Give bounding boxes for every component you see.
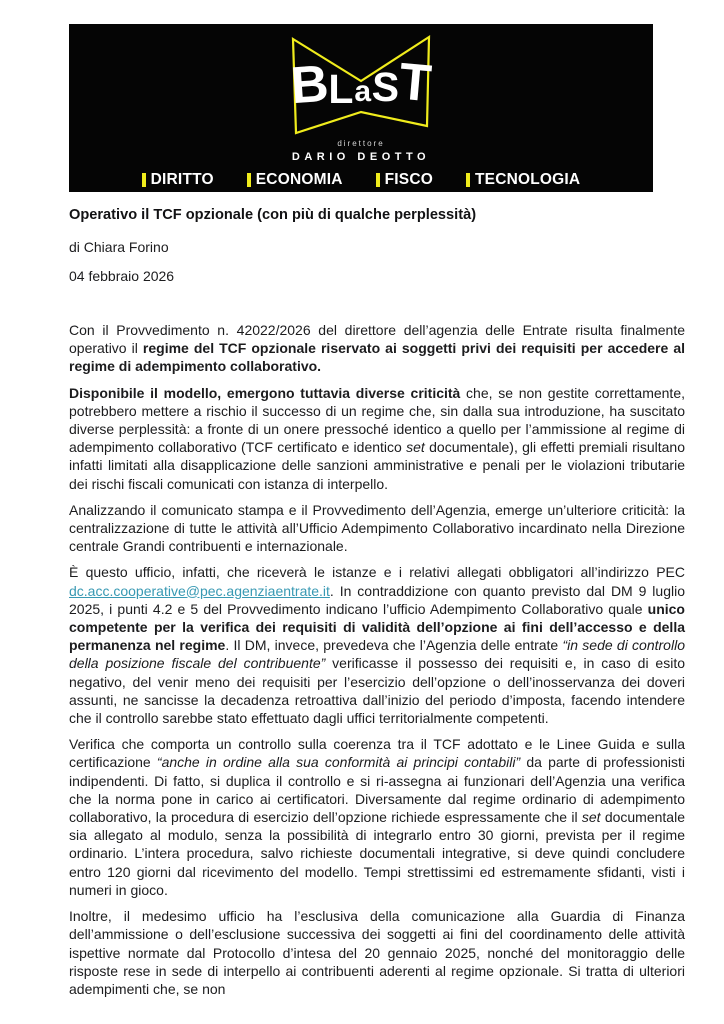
article-date: 04 febbraio 2026 — [69, 268, 175, 284]
text-run: . In contraddizione con quanto previsto dal DM 9 luglio 2025, i punti 4.2 e 5 del Provvedimento indicano l’ufficio Adempimento Collaborativo quale — [69, 582, 689, 617]
logo-letter: S — [370, 62, 401, 111]
director-label: direttore — [337, 139, 385, 148]
yellow-bar-icon — [376, 173, 380, 187]
text-run: Analizzando il comunicato stampa e il Provvedimento dell’Agenzia, emerge un’ulteriore criticità: la centralizzazione di tutte le attività all’Ufficio Adempimento Collaborativo incardinato nella Direzione centrale Grandi contribuenti e internazionale. — [69, 501, 689, 555]
paragraph — [69, 501, 689, 556]
text-run: set — [406, 439, 425, 456]
text-run: set — [581, 809, 601, 826]
nav-item-label: TECNOLOGIA — [475, 171, 581, 188]
paragraph — [69, 321, 689, 376]
logo-letter: T — [397, 52, 434, 114]
nav-item-diritto[interactable] — [142, 171, 214, 189]
yellow-bar-icon — [142, 173, 146, 187]
paragraph — [69, 735, 689, 899]
paragraph — [69, 907, 689, 998]
logo-letter: a — [354, 75, 372, 108]
text-run: “anche in ordine alla sua conformità ai principi contabili” — [156, 754, 521, 771]
text-run: regime del TCF opzionale riservato ai soggetti privi dei requisiti per accedere al regime di adempimento collaborativo. — [69, 340, 689, 375]
text-run: “in sede di controllo della posizione fiscale del contribuente” — [69, 637, 689, 672]
text-run: unico competente per la verifica dei requisiti di validità dell’opzione ai fini dell’accesso e della permanenza nel regime — [69, 600, 689, 654]
paragraph — [69, 563, 689, 727]
nav-item-label: DIRITTO — [150, 171, 214, 188]
logo-letter: L — [328, 65, 354, 112]
text-run: da parte di professionisti indipendenti. Di fatto, si duplica il controllo e si ri-assegna ai funzionari dell’Agenzia una verifica che la norma pone in carico ai certificatori. Diversamente dal regime ordinario di adempimento collaborativo, la procedura di esercizio dell’opzione richiede espressamente che il — [69, 754, 689, 826]
director-name: DARIO DEOTTO — [291, 151, 431, 163]
text-run: È questo ufficio, infatti, che riceverà le istanze e i relativi allegati obbligatori all’indirizzo PEC — [69, 564, 689, 581]
text-run: Disponibile il modello, emergono tuttavia diverse criticità — [69, 384, 461, 401]
text-run: verificasse il possesso dei requisiti e, in caso di esito negativo, del venir meno dei requisiti per l’esercizio dell’opzione o dell’inosservanza dei doveri assunti, ne sancisse la decadenza retroattiva dall’inizio del periodo d’imposta, facendo intendere che il controllo sarebbe stato effettuato dagli uffici territorialmente competenti. — [69, 655, 689, 727]
text-run: che, se non gestite correttamente, potrebbero mettere a rischio il successo di un regime che, sin dalla sua introduzione, ha suscitato diverse perplessità: a fronte di un onere pressoché identico a quello per l’ammissione al regime di adempimento collaborativo (TCF certificato e identico — [69, 384, 689, 456]
text-run: Inoltre, il medesimo ufficio ha l’esclusiva della comunicazione alla Guardia di Finanza dell’ammissione o dell’esclusione successiva dei soggetti ai fini del coordinamento delle attività ispettive normate dal Protocollo d’intesa del 20 gennaio 2025, nonché del monitoraggio delle risposte rese in sede di interpello ai contribuenti aderenti al regime opzionale. Si tratta di ulteriori adempimenti che, se non — [69, 908, 689, 997]
article-body — [69, 321, 689, 998]
blast-logo-wordmark — [261, 34, 461, 138]
text-run: Con il Provvedimento n. 42022/2026 del direttore dell’agenzia delle Entrate risulta finalmente operativo il — [69, 322, 689, 357]
masthead-nav — [142, 171, 581, 189]
pec-email-link[interactable]: dc.acc.cooperative@pec.agenziaentrate.it — [69, 582, 330, 599]
blast-logo — [261, 34, 461, 138]
text-run: Verifica che comporta un controllo sulla coerenza tra il TCF adottato e le Linee Guida e sulla certificazione — [69, 736, 689, 771]
nav-item-label: ECONOMIA — [255, 171, 343, 188]
nav-item-economia[interactable] — [247, 171, 343, 189]
text-run: . Il DM, invece, prevedeva che l’Agenzia delle entrate — [225, 637, 563, 654]
article-byline: di Chiara Forino — [69, 239, 169, 255]
logo-letter: B — [288, 54, 331, 116]
paragraph — [69, 384, 689, 493]
yellow-bar-icon — [466, 173, 470, 187]
text-run: documentale), gli effetti premiali risultano infatti limitati alla disapplicazione delle sanzioni amministrative e penali per le violazioni tributarie dei rischi fiscali comunicati con istanza di interpello. — [69, 439, 689, 492]
text-run: documentale sia allegato al modulo, senza la possibilità di integrarlo entro 30 giorni, prevista per il regime ordinario. L’intera procedura, salvo richieste documentali integrative, si deve quindi concludere entro 120 giorni dal ricevimento del modello. Tempi strettissimi ed estremamente sfidanti, visti i numeri in gioco. — [69, 809, 689, 898]
article-title: Operativo il TCF opzionale (con più di qualche perplessità) — [69, 207, 477, 223]
masthead-banner — [69, 24, 653, 192]
yellow-bar-icon — [247, 173, 251, 187]
nav-item-fisco[interactable] — [376, 171, 433, 189]
nav-item-tecnologia[interactable] — [466, 171, 580, 189]
article — [69, 206, 689, 998]
nav-item-label: FISCO — [384, 171, 433, 188]
